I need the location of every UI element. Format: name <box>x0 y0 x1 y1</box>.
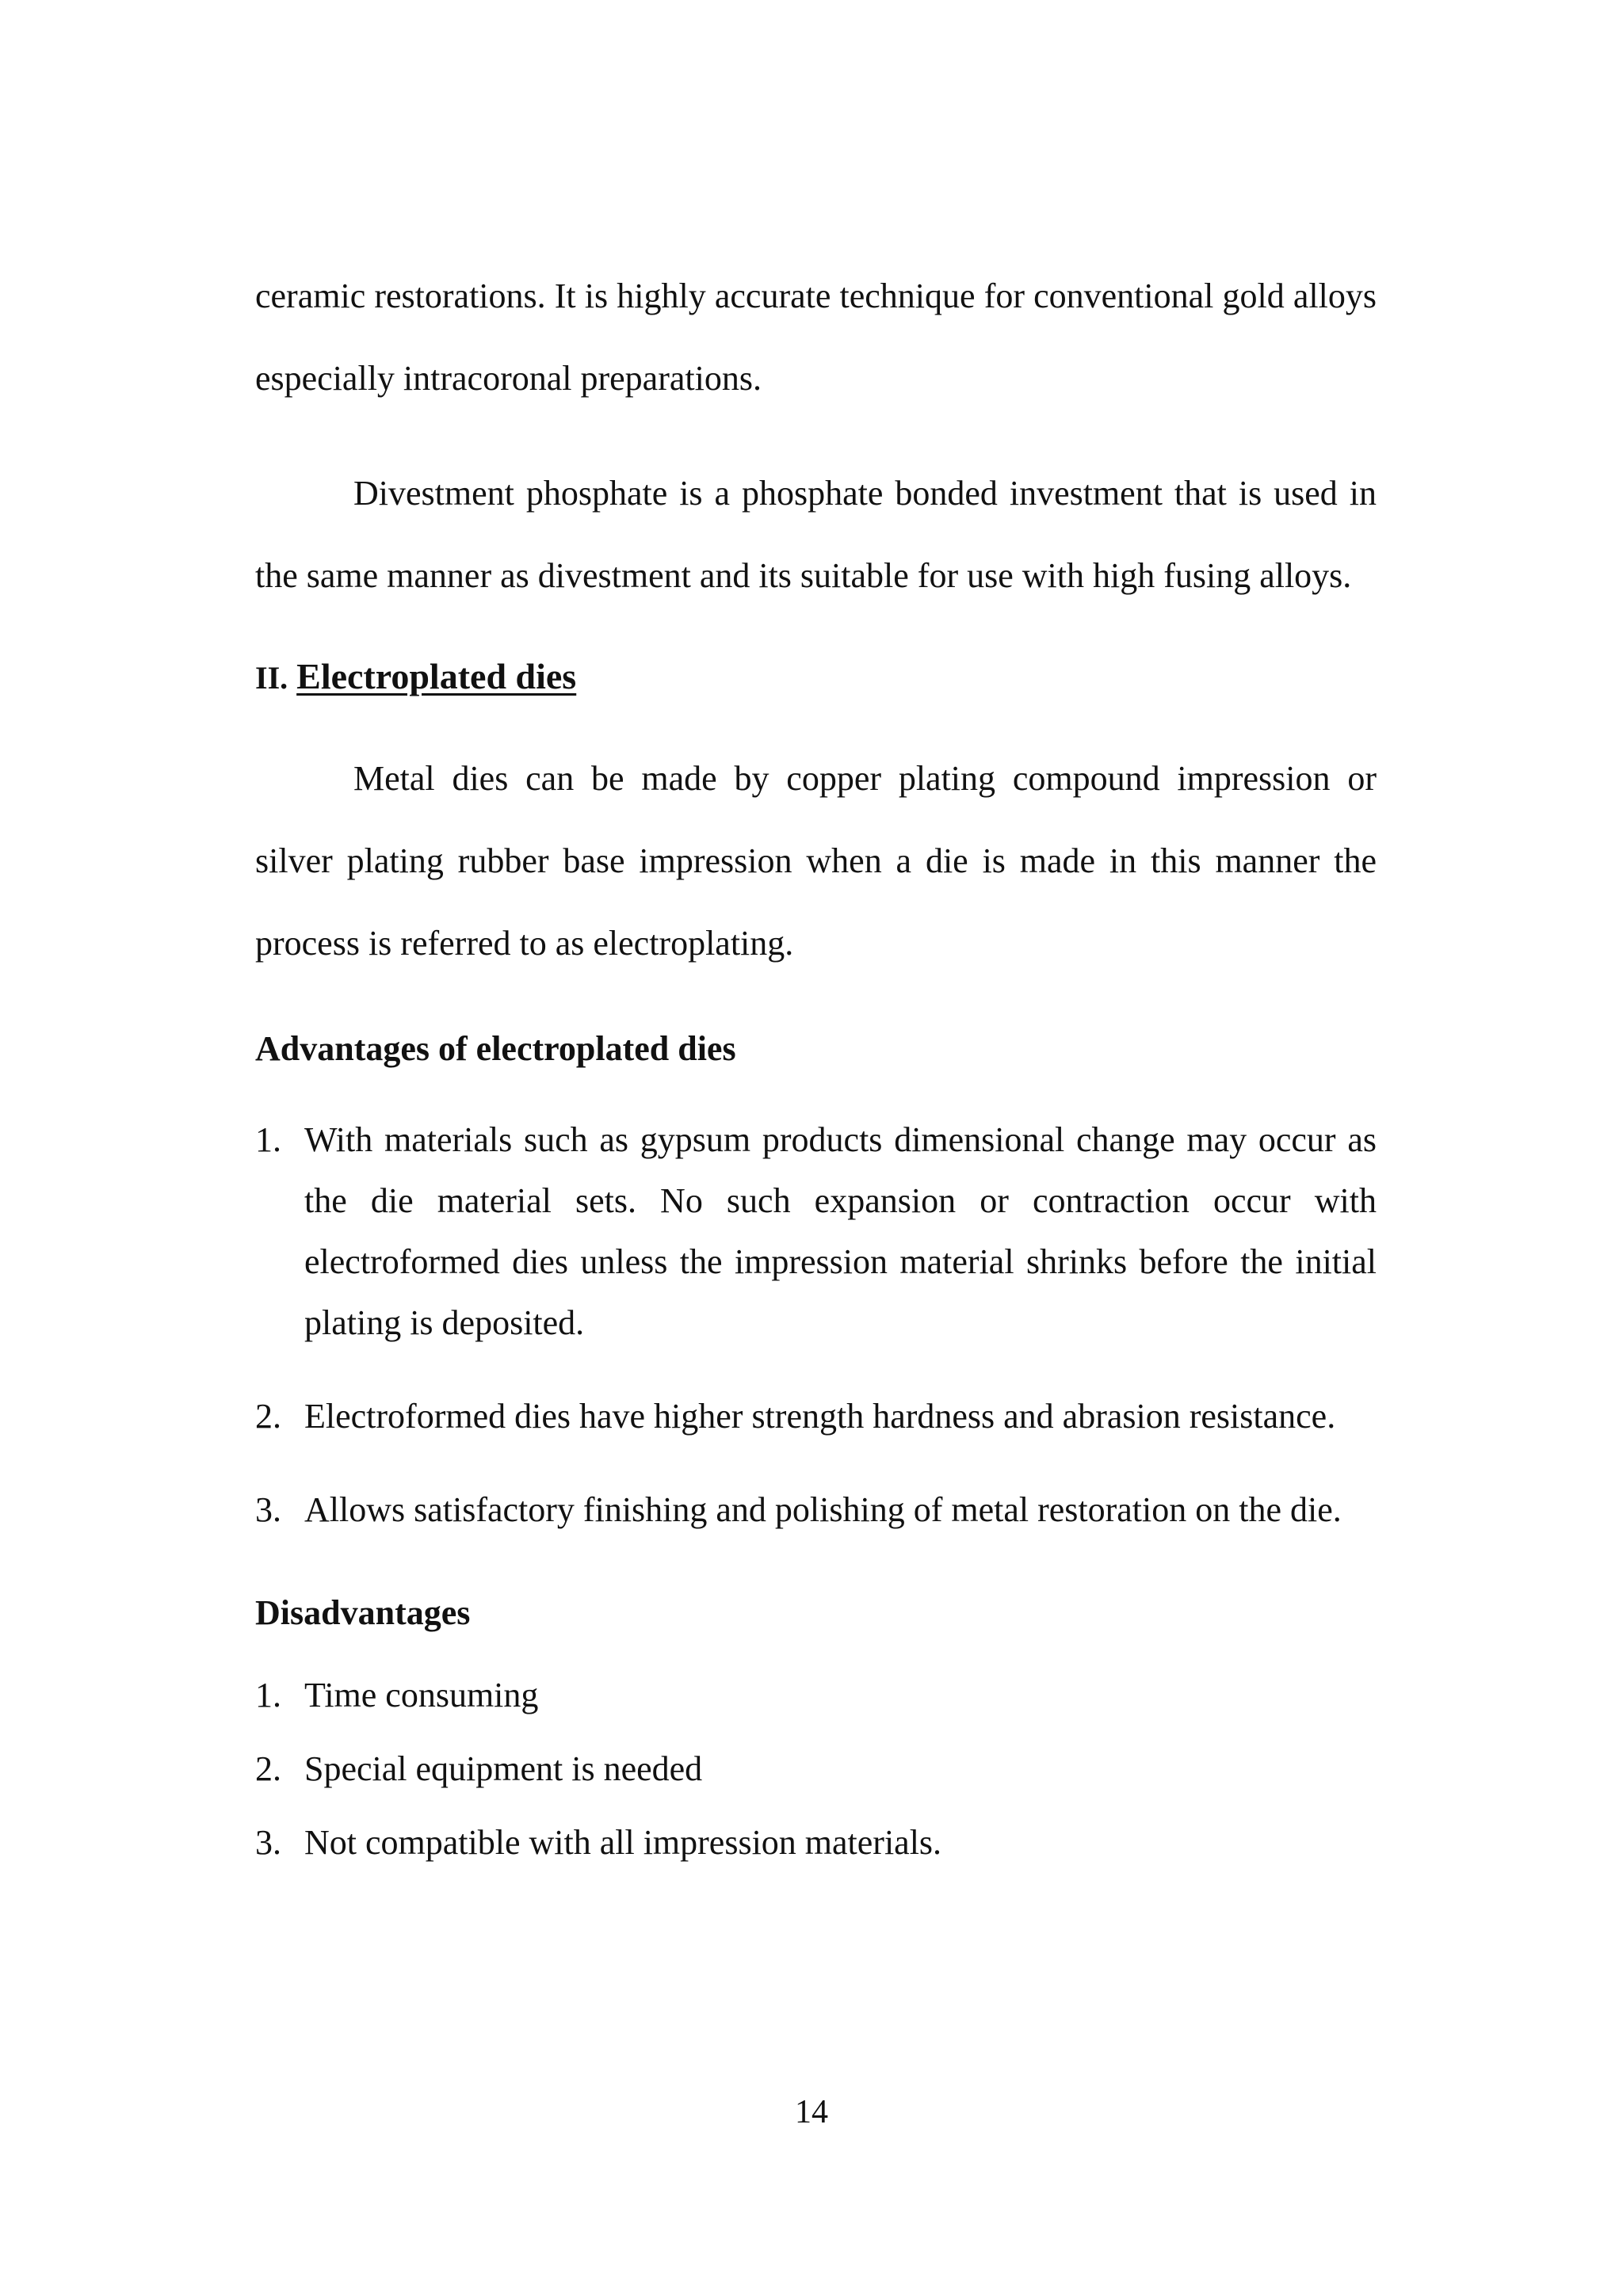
list-marker: 1. <box>255 1676 281 1714</box>
list-marker: 3. <box>255 1823 281 1862</box>
list-item <box>255 1673 1377 1718</box>
advantages-heading: Advantages of electroplated dies <box>255 1029 736 1068</box>
list-marker: 2. <box>255 1749 281 1788</box>
list-item-text: Special equipment is needed <box>304 1749 703 1788</box>
section-number: II. <box>255 660 288 696</box>
advantages-list <box>255 1109 1377 1540</box>
section-heading <box>255 654 1377 700</box>
list-marker: 2. <box>255 1397 281 1436</box>
page-body <box>255 266 1377 1894</box>
list-item-text: Not compatible with all impression materials. <box>304 1823 942 1862</box>
list-marker: 3. <box>255 1490 281 1529</box>
list-item-text: Time consuming <box>304 1676 539 1714</box>
paragraph-divestment-phosphate: Divestment phosphate is a phosphate bonded investment that is used in the same manner as divestment and its suitable for use with high fusing alloys. <box>255 474 1377 595</box>
list-item <box>255 1386 1377 1447</box>
section-title: Electroplated dies <box>296 656 577 696</box>
disadvantages-list <box>255 1673 1377 1865</box>
list-item <box>255 1479 1377 1540</box>
page-number: 14 <box>795 2094 828 2130</box>
list-item-text: Allows satisfactory finishing and polishing of metal restoration on the die. <box>304 1490 1342 1529</box>
list-item <box>255 1821 1377 1865</box>
list-item <box>255 1747 1377 1791</box>
disadvantages-heading: Disadvantages <box>255 1593 471 1632</box>
list-marker: 1. <box>255 1120 281 1159</box>
list-item-text: With materials such as gypsum products dimensional change may occur as the die material sets. No such expansion or contraction occur with electroformed dies unless the impression material shrinks before the initial plating is deposited. <box>304 1120 1377 1342</box>
paragraph-electroplating-intro: Metal dies can be made by copper plating compound impression or silver plating rubber base impression when a die is made in this manner the process is referred to as electroplating. <box>255 759 1377 963</box>
list-item <box>255 1109 1377 1353</box>
paragraph-continuation: ceramic restorations. It is highly accurate technique for conventional gold alloys especially intracoronal preparations. <box>255 277 1377 398</box>
list-item-text: Electroformed dies have higher strength hardness and abrasion resistance. <box>304 1397 1336 1436</box>
